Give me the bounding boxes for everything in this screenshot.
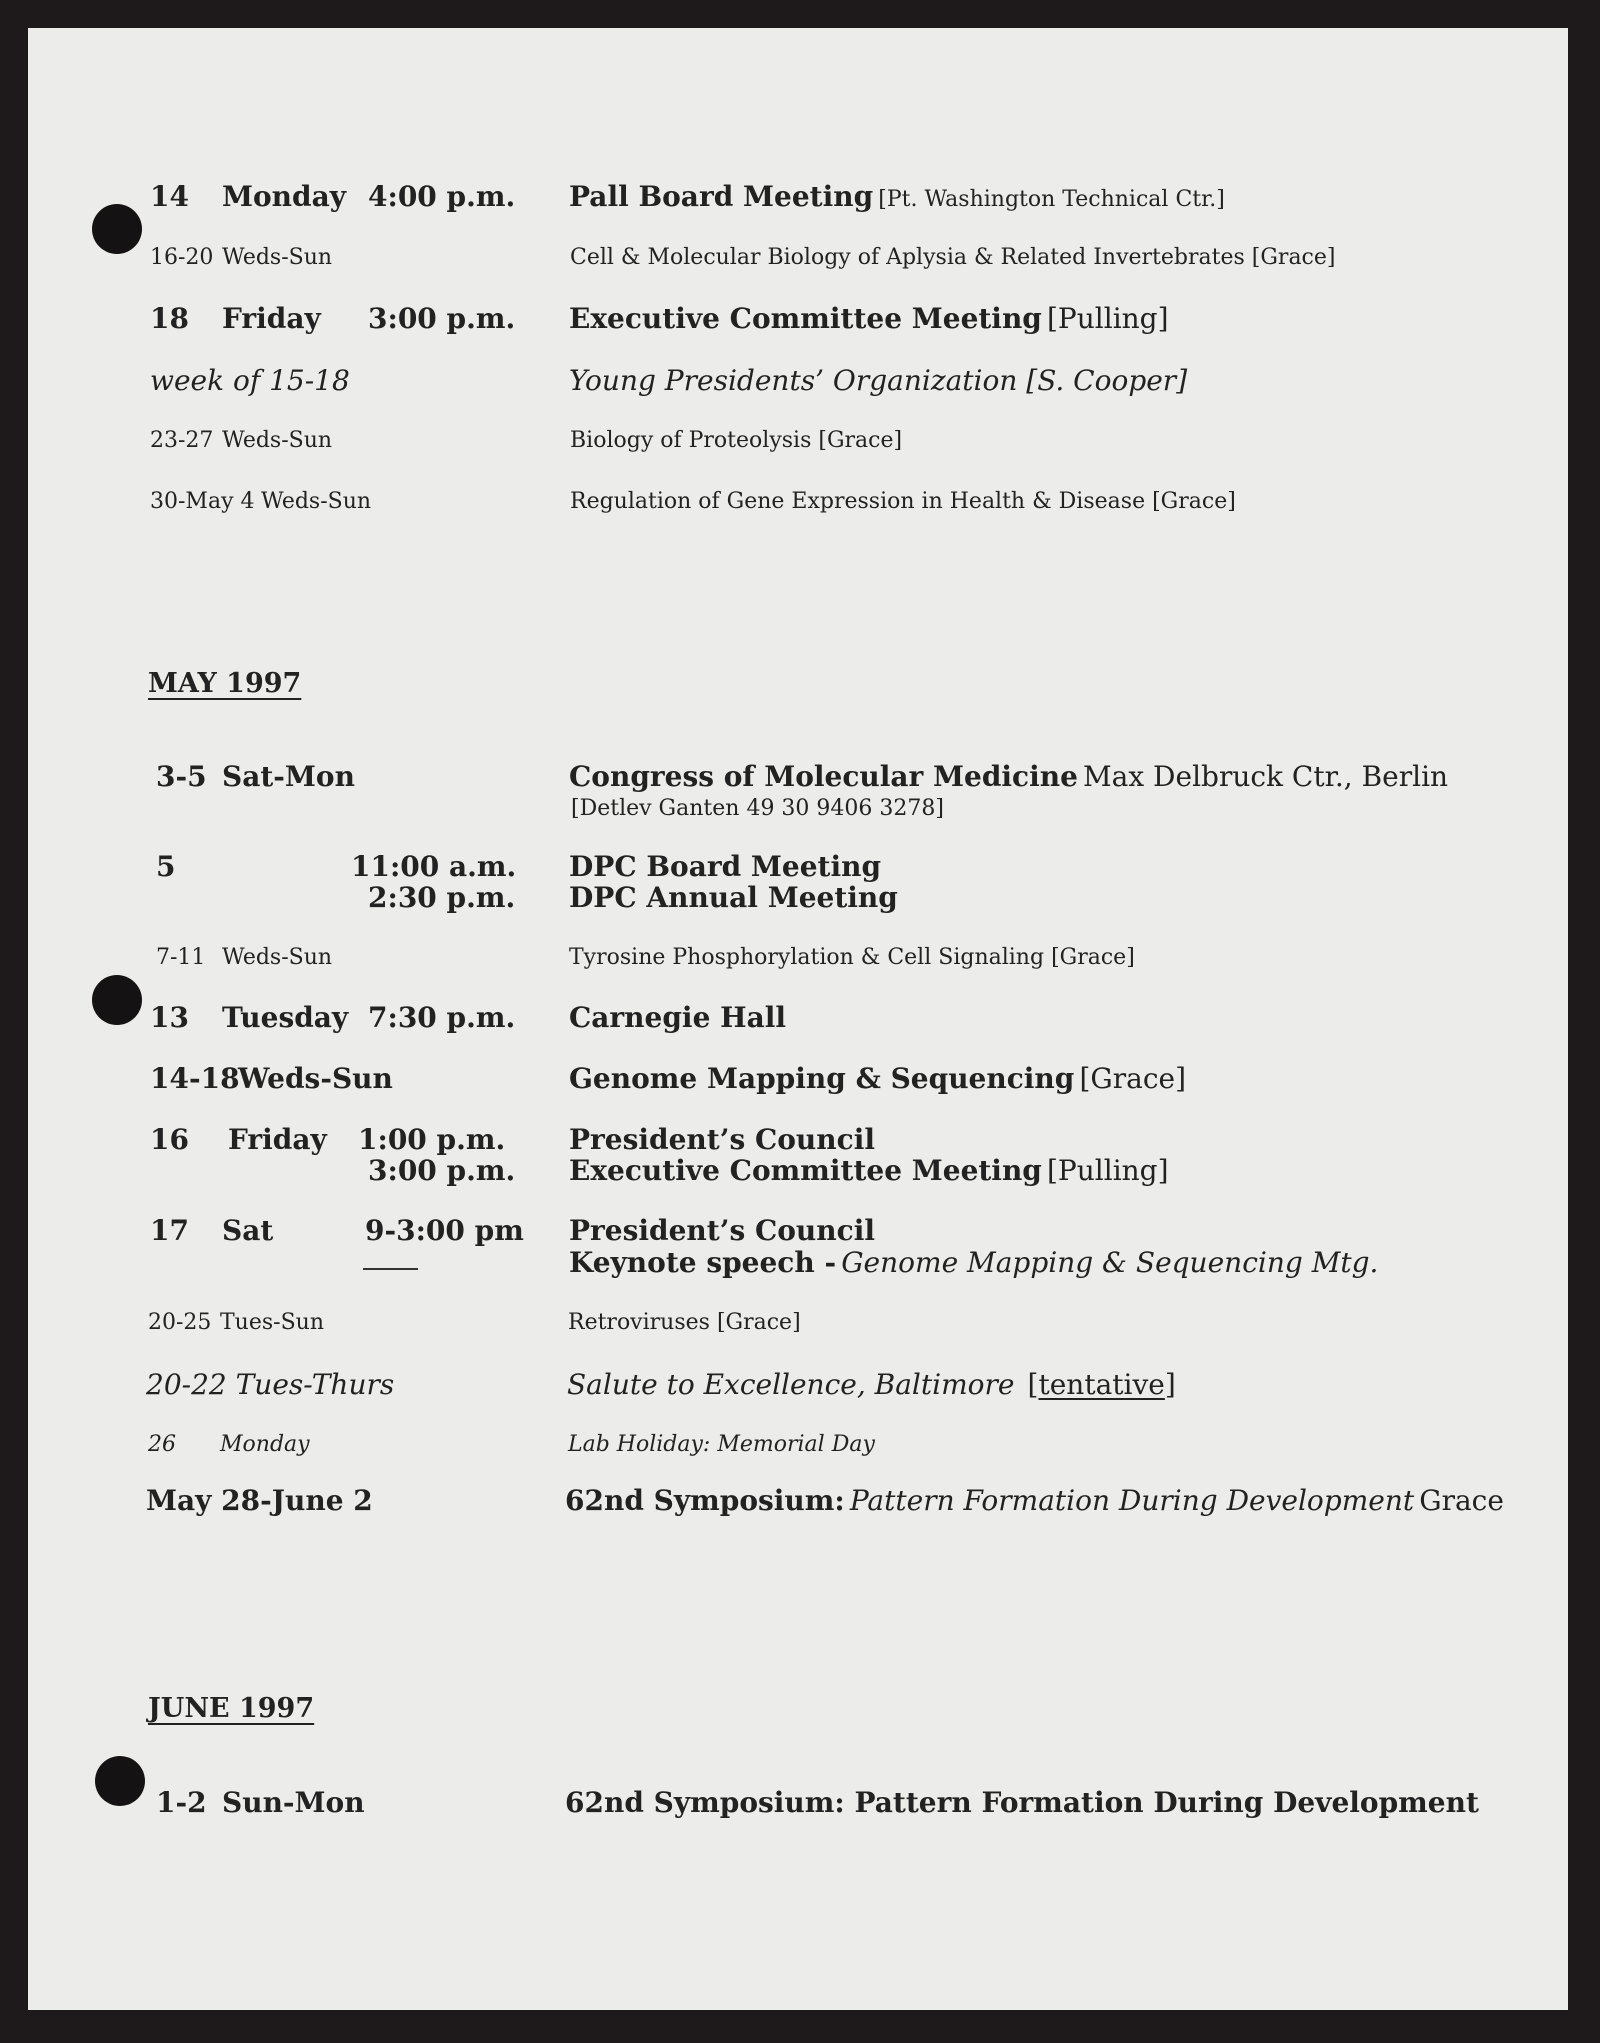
time: 11:00 a.m. — [351, 850, 517, 883]
event-title: Salute to Excellence, Baltimore — [567, 1368, 1015, 1401]
day: 18 — [150, 302, 189, 335]
event-title: Congress of Molecular Medicine — [569, 760, 1078, 793]
event-note: Grace — [1419, 1484, 1504, 1517]
event-title: Lab Holiday: Memorial Day — [568, 1432, 875, 1457]
time: 7:30 p.m. — [368, 1001, 516, 1034]
event-note: [Pulling] — [1046, 1154, 1169, 1187]
event — [567, 1368, 1176, 1401]
event — [570, 428, 902, 453]
weekday: Sun-Mon — [222, 1786, 365, 1819]
event-title: DPC Board Meeting — [569, 850, 882, 883]
event-title: 62nd Symposium: Pattern Formation During Development — [565, 1786, 1479, 1819]
weekday: Friday — [222, 302, 321, 335]
weekday: Tuesday — [222, 1001, 349, 1034]
weekday: Friday — [228, 1123, 327, 1156]
document-page — [28, 28, 1568, 2010]
weekday: Tues-Sun — [220, 1310, 324, 1335]
event-title: Cell & Molecular Biology of Aplysia & Related Invertebrates — [570, 245, 1245, 270]
punch-hole-icon — [92, 975, 142, 1025]
tentative-note: tentative — [1038, 1368, 1165, 1401]
event-note: [Grace] — [1251, 245, 1336, 270]
event-note: [Grace] — [1152, 489, 1236, 514]
weekday: Monday — [222, 180, 347, 213]
weekday: Weds-Sun — [238, 1062, 393, 1095]
event-note: Max Delbruck Ctr., Berlin — [1083, 760, 1449, 793]
event — [569, 302, 1169, 335]
time: 2:30 p.m. — [368, 881, 516, 914]
time: 1:00 p.m. — [358, 1123, 506, 1156]
time: 4:00 p.m. — [368, 180, 516, 213]
event-title: Biology of Proteolysis — [570, 428, 812, 453]
time: 3:00 p.m. — [368, 1154, 516, 1187]
bracket-open: [ — [1027, 1368, 1039, 1401]
dates: week of 15-18 — [150, 364, 350, 397]
event — [569, 1246, 1378, 1279]
event-note: [Grace] — [716, 1310, 801, 1335]
dates: 20-22 Tues-Thurs — [146, 1368, 395, 1401]
day: 16 — [150, 1123, 189, 1156]
event — [569, 760, 1448, 793]
day: 14-18 — [150, 1062, 240, 1095]
event-note — [1028, 1368, 1176, 1401]
event-note: [Pulling] — [1046, 302, 1169, 335]
event-detail: Pattern Formation During Development — [849, 1484, 1415, 1517]
event-title: 62nd Symposium: — [565, 1484, 845, 1517]
dates: 26 — [148, 1432, 176, 1457]
event — [569, 1154, 1169, 1187]
weekday: Weds-Sun — [222, 945, 333, 970]
event-title: Young Presidents’ Organization — [569, 364, 1018, 397]
event-title: DPC Annual Meeting — [569, 881, 898, 914]
event — [569, 945, 1135, 970]
event-title: Retroviruses — [568, 1310, 710, 1335]
day: 5 — [156, 850, 176, 883]
time: 9-3:00 pm — [365, 1214, 524, 1247]
punch-hole-icon — [95, 1756, 145, 1806]
event-title: Carnegie Hall — [569, 1001, 786, 1034]
day: 1-2 — [156, 1786, 207, 1819]
section-heading-june: JUNE 1997 — [148, 1693, 315, 1724]
day: 17 — [150, 1214, 189, 1247]
event-title: Keynote speech - — [569, 1246, 837, 1279]
dates: 30-May 4 — [150, 489, 255, 514]
event — [569, 1062, 1186, 1095]
punch-hole-icon — [92, 204, 142, 254]
event — [565, 1484, 1504, 1517]
event-title: Executive Committee Meeting — [569, 302, 1042, 335]
weekday: Weds-Sun — [222, 428, 333, 453]
event-title: Genome Mapping & Sequencing — [569, 1062, 1075, 1095]
weekday: Monday — [220, 1432, 310, 1457]
event-detail: Genome Mapping & Sequencing Mtg. — [841, 1246, 1379, 1279]
event-title: President’s Council — [569, 1123, 875, 1156]
dates: 16-20 — [150, 245, 214, 270]
event-title: President’s Council — [569, 1214, 875, 1247]
event-title: Tyrosine Phosphorylation & Cell Signaling — [569, 945, 1045, 970]
event-note: [Grace] — [1079, 1062, 1186, 1095]
day: 14 — [150, 180, 189, 213]
day: 3-5 — [156, 760, 207, 793]
event-note: [Pt. Washington Technical Ctr.] — [878, 187, 1225, 212]
bracket-close: ] — [1164, 1368, 1176, 1401]
event — [570, 489, 1236, 514]
event-subnote: [Detlev Ganten 49 30 9406 3278] — [571, 796, 944, 821]
dates: 23-27 — [150, 428, 214, 453]
event-title: Executive Committee Meeting — [569, 1154, 1042, 1187]
dates: May 28-June 2 — [146, 1484, 373, 1517]
event — [569, 364, 1187, 397]
event-title: Regulation of Gene Expression in Health & Disease — [570, 489, 1146, 514]
time: 3:00 p.m. — [368, 302, 516, 335]
section-heading-may: MAY 1997 — [148, 668, 302, 699]
event-note: [S. Cooper] — [1026, 364, 1188, 397]
event-note: [Grace] — [1051, 945, 1135, 970]
event — [569, 180, 1225, 213]
weekday: Sat-Mon — [222, 760, 355, 793]
event — [570, 245, 1335, 270]
weekday: Weds-Sun — [222, 245, 333, 270]
event-title: Pall Board Meeting — [569, 180, 874, 213]
dates: 7-11 — [156, 945, 206, 970]
day: 13 — [150, 1001, 189, 1034]
weekday: Sat — [222, 1214, 274, 1247]
underline-rule — [363, 1268, 418, 1270]
weekday: Weds-Sun — [261, 489, 372, 514]
dates: 20-25 — [148, 1310, 212, 1335]
event-note: [Grace] — [818, 428, 903, 453]
event — [568, 1310, 801, 1335]
